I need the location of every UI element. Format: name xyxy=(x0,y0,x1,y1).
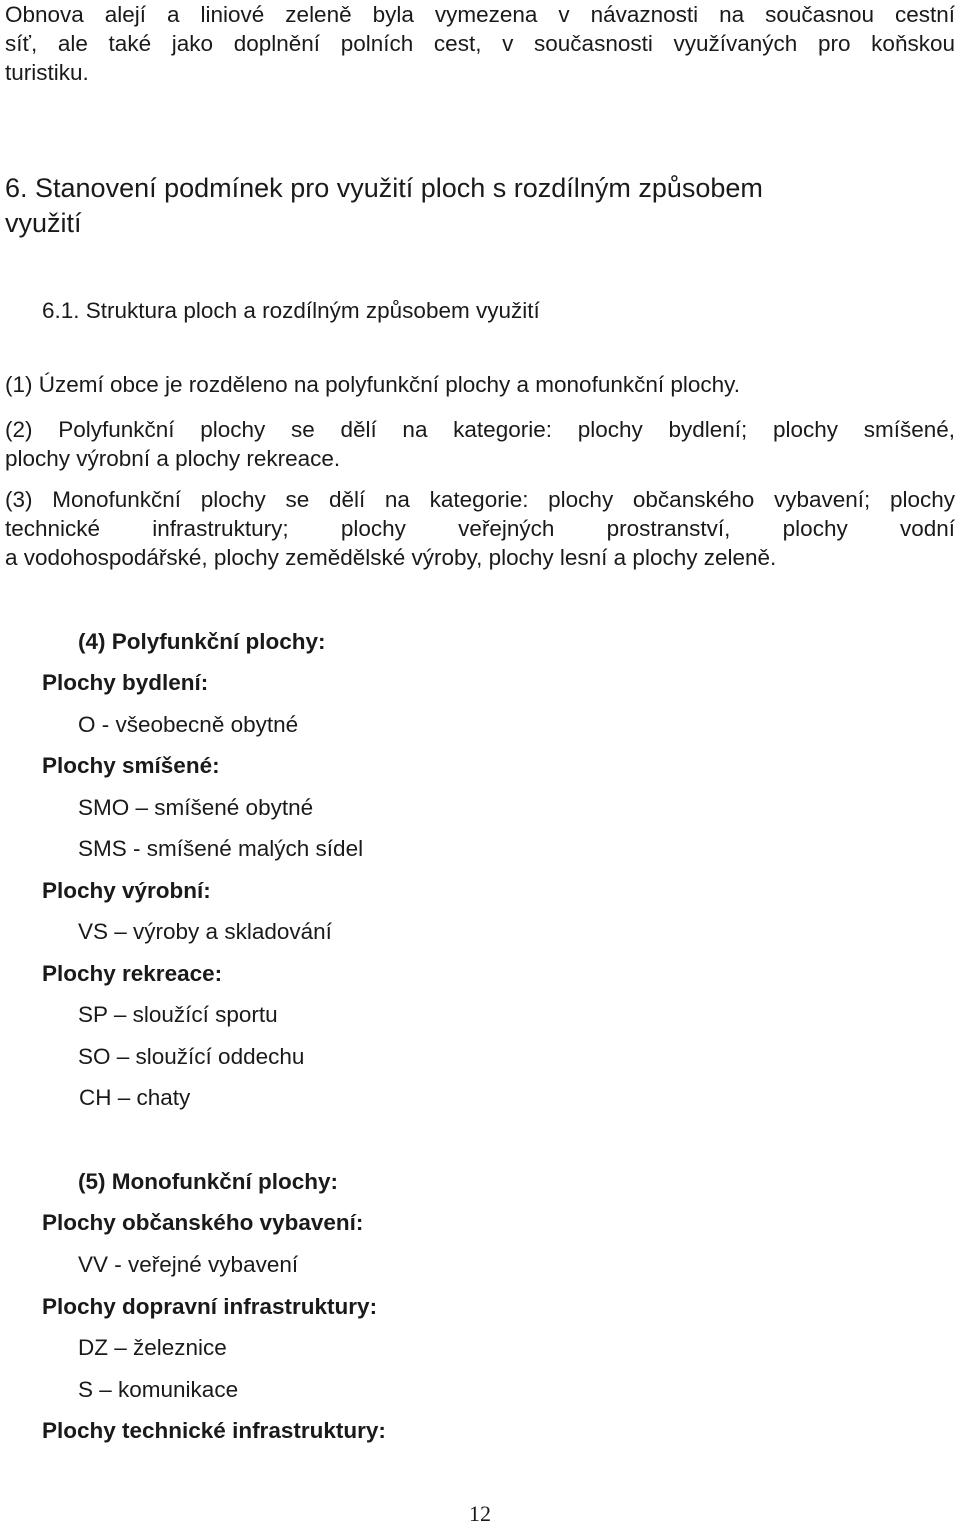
list-item: O - všeobecně obytné xyxy=(78,712,299,737)
polyfunctional-heading: (4) Polyfunkční plochy: xyxy=(78,629,326,654)
list-item: SO – sloužící oddechu xyxy=(78,1044,305,1069)
list-item: SMS - smíšené malých sídel xyxy=(78,836,364,861)
paragraph-3-line-1: (3) Monofunkční plochy se dělí na kategorie: plochy občanského vybavení; plochy xyxy=(5,487,955,512)
intro-line-3: turistiku. xyxy=(5,60,89,85)
list-item: VS – výroby a skladování xyxy=(78,919,332,944)
category-bydleni: Plochy bydlení: xyxy=(42,670,209,695)
page-number: 12 xyxy=(469,1501,491,1526)
list-item: SP – sloužící sportu xyxy=(78,1002,278,1027)
category-vyrobni: Plochy výrobní: xyxy=(42,878,211,903)
intro-line-2: síť, ale také jako doplnění polních cest, v současnosti využívaných pro koňskou xyxy=(5,31,955,56)
list-item: CH – chaty xyxy=(79,1085,191,1110)
list-item: S – komunikace xyxy=(78,1377,239,1402)
section-6-title-line-1: 6. Stanovení podmínek pro využití ploch s rozdílným způsobem xyxy=(5,173,763,203)
paragraph-3-line-3: a vodohospodářské, plochy zemědělské výroby, plochy lesní a plochy zeleně. xyxy=(5,545,777,570)
monofunctional-heading: (5) Monofunkční plochy: xyxy=(78,1169,338,1194)
category-technicka-infrastruktura: Plochy technické infrastruktury: xyxy=(42,1418,386,1443)
list-item: DZ – železnice xyxy=(78,1335,227,1360)
paragraph-3-line-2: technické infrastruktury; plochy veřejných prostranství, plochy vodní xyxy=(5,516,955,541)
paragraph-2-line-1: (2) Polyfunkční plochy se dělí na kategorie: plochy bydlení; plochy smíšené, xyxy=(5,417,955,442)
section-6-title-line-2: využití xyxy=(5,208,82,238)
category-smisene: Plochy smíšené: xyxy=(42,753,220,778)
section-6-1-title: 6.1. Struktura ploch a rozdílným způsobem využití xyxy=(42,298,540,323)
paragraph-1: (1) Území obce je rozděleno na polyfunkční plochy a monofunkční plochy. xyxy=(5,372,740,397)
paragraph-2-line-2: plochy výrobní a plochy rekreace. xyxy=(5,446,341,471)
list-item: SMO – smíšené obytné xyxy=(78,795,314,820)
list-item: VV - veřejné vybavení xyxy=(78,1252,299,1277)
category-rekreace: Plochy rekreace: xyxy=(42,961,223,986)
category-dopravni-infrastruktura: Plochy dopravní infrastruktury: xyxy=(42,1294,378,1319)
category-obcanske-vybaveni: Plochy občanského vybavení: xyxy=(42,1210,364,1235)
intro-line-1: Obnova alejí a liniové zeleně byla vymezena v návaznosti na současnou cestní xyxy=(5,2,955,27)
